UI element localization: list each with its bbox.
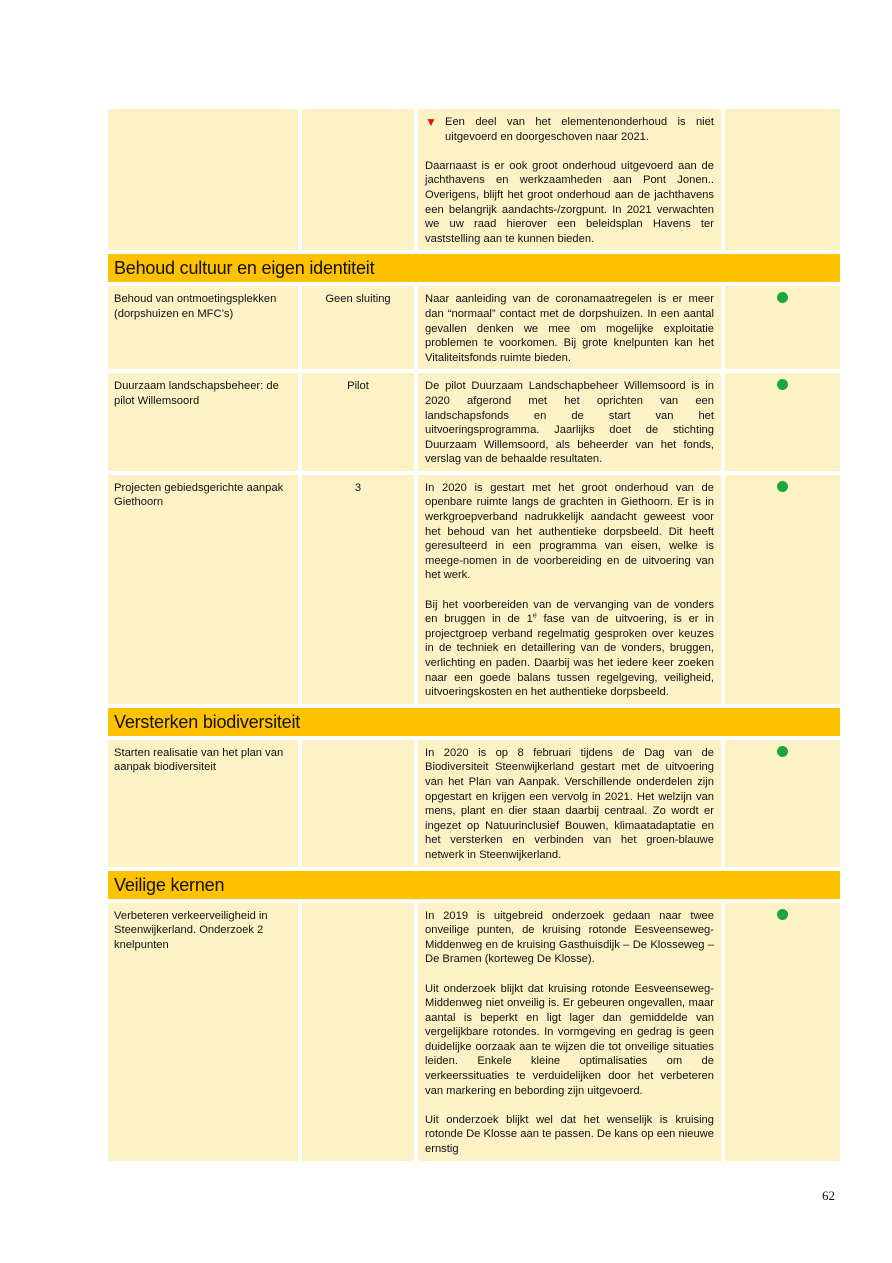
explanation-text: Naar aanleiding van de coronamaatregelen is er meer dan “normaal” contact met de dorpshuizen. In een aantal gevallen denken we mee om mogelijke exploitatie problemen te voorkomen. Bij grote knelpunten kan het Vitaliteitsfonds ruimte bieden.	[425, 293, 714, 364]
section-header: Behoud cultuur en eigen identiteit	[108, 254, 840, 282]
green-status-dot-icon	[777, 292, 788, 303]
explanation-text: Daarnaast is er ook groot onderhoud uitgevoerd aan de jachthavens en werkzaamheden aan Pont Jonen.. Overigens, blijft het groot onderhoud aan de jachthavens een belangrijk aandachts-/zorgpunt. In 2021 verwachten we uw raad hierover een beleidsplan Havens ter vaststelling aan te kunnen bieden.	[425, 159, 714, 245]
explanation-cell	[418, 286, 721, 369]
explanation-cell	[418, 740, 721, 867]
page-number: 62	[822, 1188, 835, 1203]
goal-cell: Duurzaam landschapsbeheer: de pilot Willemsoord	[108, 373, 298, 471]
explanation-text: In 2020 is gestart met het groot onderhoud van de openbare ruimte langs de grachten in Giethoorn. Er is in werkgroepverband nadrukkelijk aandacht geweest voor het behoud van het authentieke dorpsbeeld. Dit heeft geresulteerd in een programma van eisen, welke is meege-nomen in de voorbereiding en de uitvoering van het werk.	[425, 481, 714, 582]
status-cell	[725, 475, 840, 704]
green-status-dot-icon	[777, 746, 788, 757]
table-row	[108, 109, 840, 250]
table-row	[108, 475, 840, 704]
explanation-cell	[418, 373, 721, 471]
status-cell	[725, 903, 840, 1161]
explanation-text: In 2019 is uitgebreid onderzoek gedaan naar twee onveilige punten, de kruising rotonde Eesveenseweg-Middenweg en de kruising Gasthuisdijk – De Klosseweg – De Bramen (korteweg De Klosse).	[425, 909, 714, 966]
explanation-text: Bij het voorbereiden van de vervanging van de vonders en bruggen in de 1e fase van de uitvoering, is er in projectgroep verband regelmatig gesproken over keuzes in de techniek en detaillering van de vonders, bruggen, verlichting en paden. Daarbij was het iedere keer zoeken naar een goede balans tussen regelgeving, veiligheid, uitvoeringskosten en het authentieke dorpsbeeld.	[425, 598, 714, 699]
report-table	[108, 109, 840, 1165]
status-cell	[725, 373, 840, 471]
table-row	[108, 740, 840, 867]
target-cell	[302, 740, 414, 867]
green-status-dot-icon	[777, 909, 788, 920]
status-cell	[725, 109, 840, 250]
target-cell: Pilot	[302, 373, 414, 471]
green-status-dot-icon	[777, 481, 788, 492]
explanation-text: Uit onderzoek blijkt dat kruising rotonde Eesveenseweg-Middenweg niet onveilig is. Er gebeuren ongevallen, maar aantal is beperkt en ligt lager dan gemiddelde van vergelijkbare rotondes. In vormgeving en gedrag is geen duidelijke oorzaak aan te wijzen die tot onveilige situaties leiden. Enkele kleine optimalisaties om de verkeerssituaties te verduidelijken door het verbeteren van markering en bebording zijn uitgevoerd.	[425, 982, 714, 1097]
goal-cell: Behoud van ontmoetingsplekken (dorpshuizen en MFC’s)	[108, 286, 298, 369]
table-row	[108, 373, 840, 471]
explanation-text: Uit onderzoek blijkt wel dat het wenselijk is kruising rotonde De Klosse aan te passen. De kans op een nieuwe ernstig	[425, 1113, 714, 1156]
target-cell: Geen sluiting	[302, 286, 414, 369]
section-header: Veilige kernen	[108, 871, 840, 899]
table-row	[108, 903, 840, 1161]
bullet-item: ▼ Een deel van het elementenonderhoud is niet uitgevoerd en doorgeschoven naar 2021.	[425, 115, 714, 143]
goal-cell	[108, 109, 298, 250]
explanation-text: De pilot Duurzaam Landschapbeheer Willemsoord is in 2020 afgerond met het oprichten van een landschapsfonds en de start van het uitvoeringsprogramma. Jaarlijks doet de stichting Duurzaam Willemsoord, als beheerder van het fonds, verslag van de behaalde resultaten.	[425, 380, 714, 466]
explanation-cell	[418, 475, 721, 704]
status-cell	[725, 740, 840, 867]
target-cell	[302, 109, 414, 250]
explanation-cell	[418, 109, 721, 250]
red-triangle-icon: ▼	[425, 115, 437, 129]
explanation-text: In 2020 is op 8 februari tijdens de Dag van de Biodiversiteit Steenwijkerland gestart met de uitvoering van het Plan van Aanpak. Verschillende onderdelen zijn opgestart en krijgen een vervolg in 2021. Het welzijn van mens, plant en dier staan daarbij centraal. Zo wordt er ingezet op Natuurinclusief Bouwen, klimaatadaptatie en het versterken en verbinden van het groen-blauwe netwerk in Steenwijkerland.	[425, 746, 714, 861]
status-cell	[725, 286, 840, 369]
target-cell	[302, 903, 414, 1161]
explanation-cell	[418, 903, 721, 1161]
target-cell: 3	[302, 475, 414, 704]
goal-cell: Starten realisatie van het plan van aanpak biodiversiteit	[108, 740, 298, 867]
goal-cell: Verbeteren verkeerveiligheid in Steenwijkerland. Onderzoek 2 knelpunten	[108, 903, 298, 1161]
green-status-dot-icon	[777, 379, 788, 390]
goal-cell: Projecten gebiedsgerichte aanpak Giethoorn	[108, 475, 298, 704]
table-row	[108, 286, 840, 369]
section-header: Versterken biodiversiteit	[108, 708, 840, 736]
